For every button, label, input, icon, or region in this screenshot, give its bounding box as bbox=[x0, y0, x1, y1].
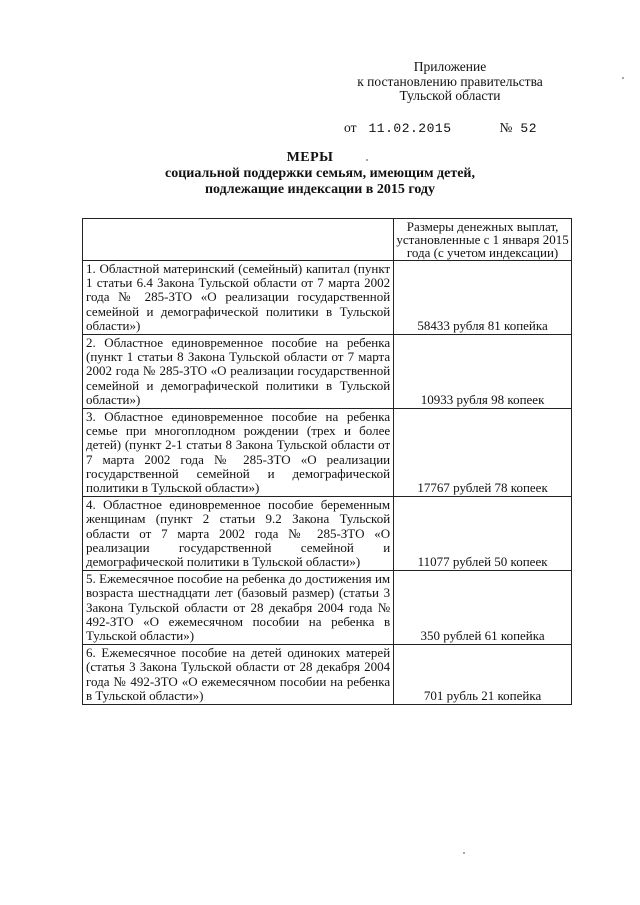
scan-speck bbox=[463, 852, 465, 854]
document-title: МЕРЫ bbox=[286, 150, 334, 165]
row-amount: 701 рубль 21 копейка bbox=[394, 645, 572, 705]
appendix-title: Приложение bbox=[413, 59, 487, 74]
document-heading bbox=[0, 150, 640, 198]
row-amount: 350 рублей 61 копейка bbox=[394, 571, 572, 645]
document-subtitle-line2: подлежащие индексации в 2015 году bbox=[204, 182, 436, 197]
row-amount: 10933 рубля 98 копеек bbox=[394, 335, 572, 409]
scan-speck bbox=[366, 159, 368, 161]
table-row bbox=[83, 571, 572, 645]
date-prefix: от bbox=[344, 120, 357, 135]
scan-speck bbox=[622, 77, 624, 79]
decree-date-line bbox=[344, 120, 537, 136]
table-row bbox=[83, 497, 572, 571]
decree-number-label: № bbox=[499, 120, 513, 135]
row-description: 2. Областное единовременное пособие на ребенка (пункт 1 статьи 8 Закона Тульской области от 7 марта 2002 года № 285-ЗТО «О реализации государственной семейной и демографической политики в Тульской области») bbox=[83, 335, 394, 409]
row-description: 3. Областное единовременное пособие на ребенка семье при многоплодном рождении (трех и более детей) (пункт 2-1 статьи 8 Закона Тульской области от 7 марта 2002 года № 285-ЗТО «О реализации государственной семейной и демографической политики в Тульской области») bbox=[83, 409, 394, 497]
appendix-decree-ref: к постановлению правительства bbox=[357, 73, 543, 89]
row-amount: 11077 рублей 50 копеек bbox=[394, 497, 572, 571]
row-description: 5. Ежемесячное пособие на ребенка до достижения им возраста шестнадцати лет (базовый размер) (статьи 3 Закона Тульской области от 28 декабря 2004 года № 492-ЗТО «О ежемесячном пособии на ребенка в Тульской области») bbox=[83, 571, 394, 645]
decree-date: 11.02.2015 bbox=[368, 121, 452, 136]
row-description: 6. Ежемесячное пособие на детей одиноких матерей (статья 3 Закона Тульской области от 28 декабря 2004 года № 492-ЗТО «О ежемесячном пособии на ребенка в Тульской области») bbox=[83, 645, 394, 705]
table-header-row bbox=[83, 219, 572, 261]
appendix-block bbox=[330, 60, 570, 104]
header-description-cell bbox=[83, 219, 394, 261]
row-description: 1. Областной материнский (семейный) капитал (пункт 1 статьи 6.4 Закона Тульской области от 7 марта 2002 года № 285-ЗТО «О реализации государственной семейной и демографической политики в Тульской области») bbox=[83, 261, 394, 335]
appendix-region: Тульской области bbox=[399, 88, 501, 103]
row-amount: 17767 рублей 78 копеек bbox=[394, 409, 572, 497]
document-subtitle-line1: социальной поддержки семьям, имеющим детей, bbox=[164, 166, 475, 181]
row-amount: 58433 рубля 81 копейка bbox=[394, 261, 572, 335]
table-row bbox=[83, 409, 572, 497]
measures-table bbox=[82, 218, 572, 705]
table-row bbox=[83, 335, 572, 409]
table-row bbox=[83, 645, 572, 705]
row-description: 4. Областное единовременное пособие беременным женщинам (пункт 2 статьи 9.2 Закона Тульской области от 7 марта 2002 года № 285-ЗТО «О реализации государственной семейной и демографической политики в Тульской области») bbox=[83, 497, 394, 571]
decree-number: 52 bbox=[520, 121, 537, 136]
table-row bbox=[83, 261, 572, 335]
header-amount-cell: Размеры денежных выплат, установленные с 1 января 2015 года (с учетом индексации) bbox=[394, 219, 572, 261]
